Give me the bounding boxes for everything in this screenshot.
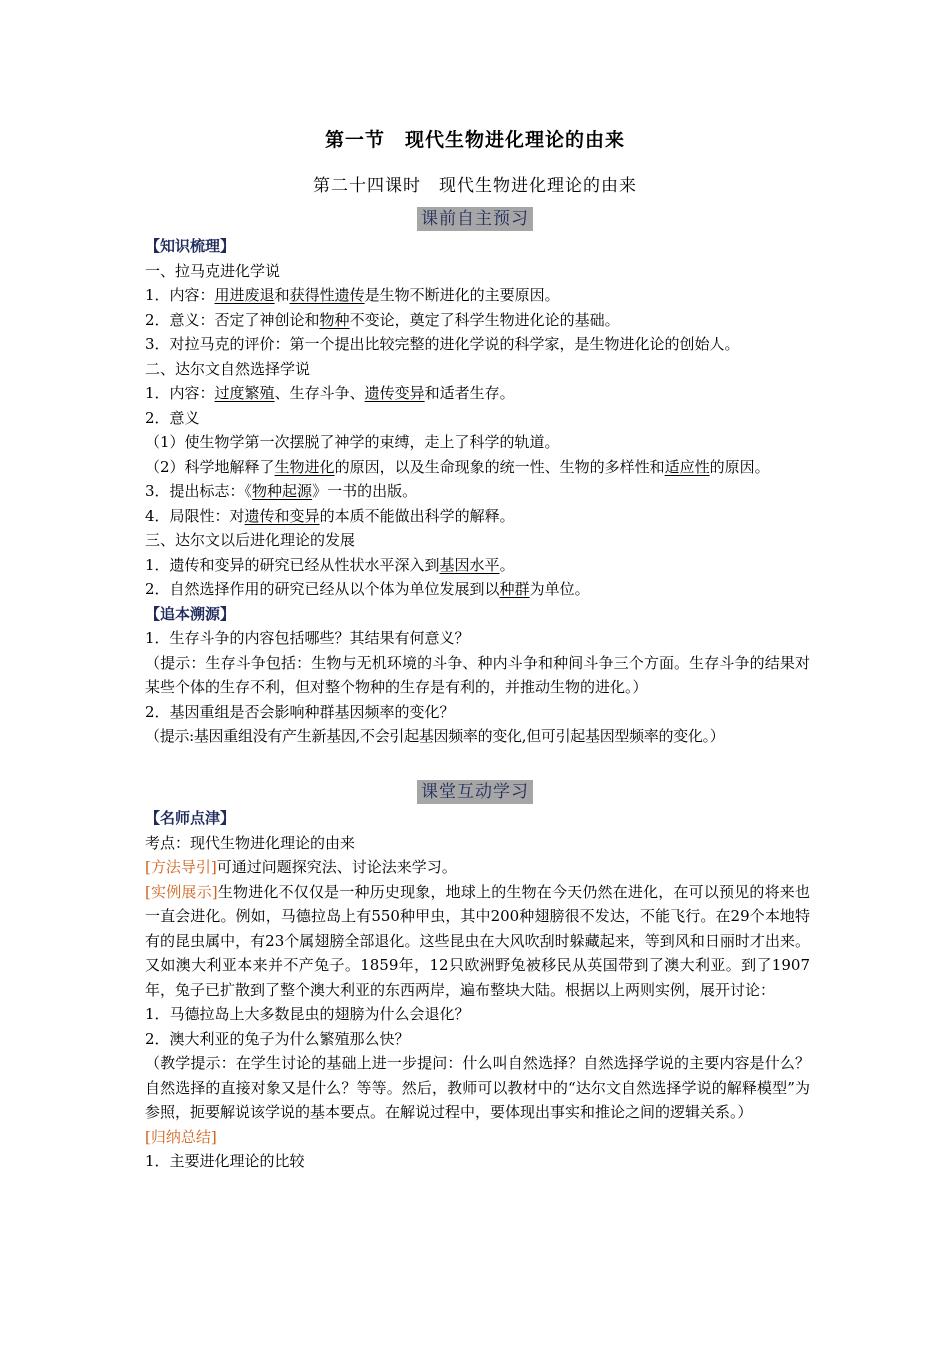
- development-2: 2．自然选择作用的研究已经从以个体为单位发展到以种群为单位。: [145, 580, 590, 598]
- classroom-section: [145, 806, 810, 1174]
- summary-tag: [归纳总结]: [145, 1127, 217, 1146]
- darwin-mark: 3．提出标志：《物种起源》一书的出版。: [145, 482, 418, 500]
- lamarck-meaning: 2．意义：否定了神创论和物种不变论，奠定了科学生物进化论的基础。: [145, 310, 620, 329]
- banner-preview-label: 课前自主预习: [417, 207, 533, 231]
- method-guide: [方法导引]可通过问题探究法、讨论法来学习。: [145, 858, 457, 876]
- lamarck-heading: 一、拉马克进化学说: [145, 261, 281, 280]
- question-1: 1．生存斗争的内容包括哪些？其结果有何意义？: [145, 629, 470, 647]
- question-2: 2．基因重组是否会影响种群基因频率的变化？: [145, 702, 455, 721]
- lamarck-content: 1．内容：用进废退和获得性遗传是生物不断进化的主要原因。: [145, 286, 560, 304]
- summary-item-1: 1．主要进化理论的比较: [145, 1152, 305, 1170]
- darwin-meaning-1: （1）使生物学第一次摆脱了神学的束缚，走上了科学的轨道。: [145, 433, 560, 451]
- darwin-meaning-2: （2）科学地解释了生物进化的原因，以及生命现象的统一性、生物的多样性和适应性的原因。: [145, 457, 770, 476]
- lesson-subtitle: 第二十四课时 现代生物进化理论的由来: [313, 176, 637, 196]
- section-title: 第一节 现代生物进化理论的由来: [324, 129, 625, 151]
- darwin-heading: 二、达尔文自然选择学说: [145, 359, 311, 378]
- banner-preview: [0, 207, 950, 231]
- preview-section: [145, 234, 810, 749]
- lamarck-evaluation: 3．对拉马克的评价：第一个提出比较完整的进化学说的科学家，是生物进化论的创始人。: [145, 335, 740, 353]
- development-heading: 三、达尔文以后进化理论的发展: [145, 531, 356, 549]
- darwin-meaning: 2．意义: [145, 408, 200, 427]
- knowledge-heading: 【知识梳理】: [145, 237, 236, 255]
- example-display-tag: [实例展示]: [145, 882, 218, 901]
- exam-point: 考点：现代生物进化理论的由来: [145, 833, 356, 852]
- example-display: [实例展示]生物进化不仅仅是一种历史现象，地球上的生物在今天仍然在进化，在可以预见的将来也一直会进化。例如，马德拉岛上有550种甲虫，其中200种翅膀很不发达，不能飞行。在29个本地特有的昆虫属中，有23个属翅膀全部退化。这些昆虫在大风吹刮时躲藏起来，等到风和日丽时才出来。又如澳大利亚本来并不产兔子。1859年，12只欧洲野兔被移民从英国带到了澳大利亚。到了1907年，兔子已扩散到了整个澳大利亚的东西两岸，遍布整块大陆。根据以上两则实例，展开讨论：: [145, 882, 810, 999]
- answer-2: （提示:基因重组没有产生新基因,不会引起基因频率的变化,但可引起基因型频率的变化。）: [145, 727, 725, 745]
- darwin-content: 1．内容：过度繁殖、生存斗争、遗传变异和适者生存。: [145, 384, 515, 402]
- teaching-tip: （教学提示：在学生讨论的基础上进一步提问：什么叫自然选择？自然选择学说的主要内容是什么？自然选择的直接对象又是什么？等等。然后，教师可以教材中的“达尔文自然选择学说的解释模型”为参照，扼要解说该学说的基本要点。在解说过程中，要体现出事实和推论之间的逻辑关系。）: [145, 1054, 810, 1121]
- discussion-2: 2．澳大利亚的兔子为什么繁殖那么快？: [145, 1029, 410, 1048]
- teacher-tips-heading: 【名师点津】: [145, 809, 236, 827]
- banner-classroom-label: 课堂互动学习: [417, 780, 533, 804]
- answer-1: （提示：生存斗争包括：生物与无机环境的斗争、种内斗争和种间斗争三个方面。生存斗争的结果对某些个体的生存不利，但对整个物种的生存是有利的，并推动生物的进化。）: [145, 653, 810, 696]
- method-guide-tag: [方法导引]: [145, 858, 217, 876]
- darwin-limitation: 4．局限性：对遗传和变异的本质不能做出科学的解释。: [145, 506, 515, 525]
- discussion-1: 1．马德拉岛上大多数昆虫的翅膀为什么会退化？: [145, 1005, 470, 1023]
- summary-tag-line: [145, 1125, 810, 1150]
- development-1: 1．遗传和变异的研究已经从性状水平深入到基因水平。: [145, 555, 515, 574]
- origin-heading: 【追本溯源】: [145, 604, 236, 623]
- banner-classroom: [0, 780, 950, 804]
